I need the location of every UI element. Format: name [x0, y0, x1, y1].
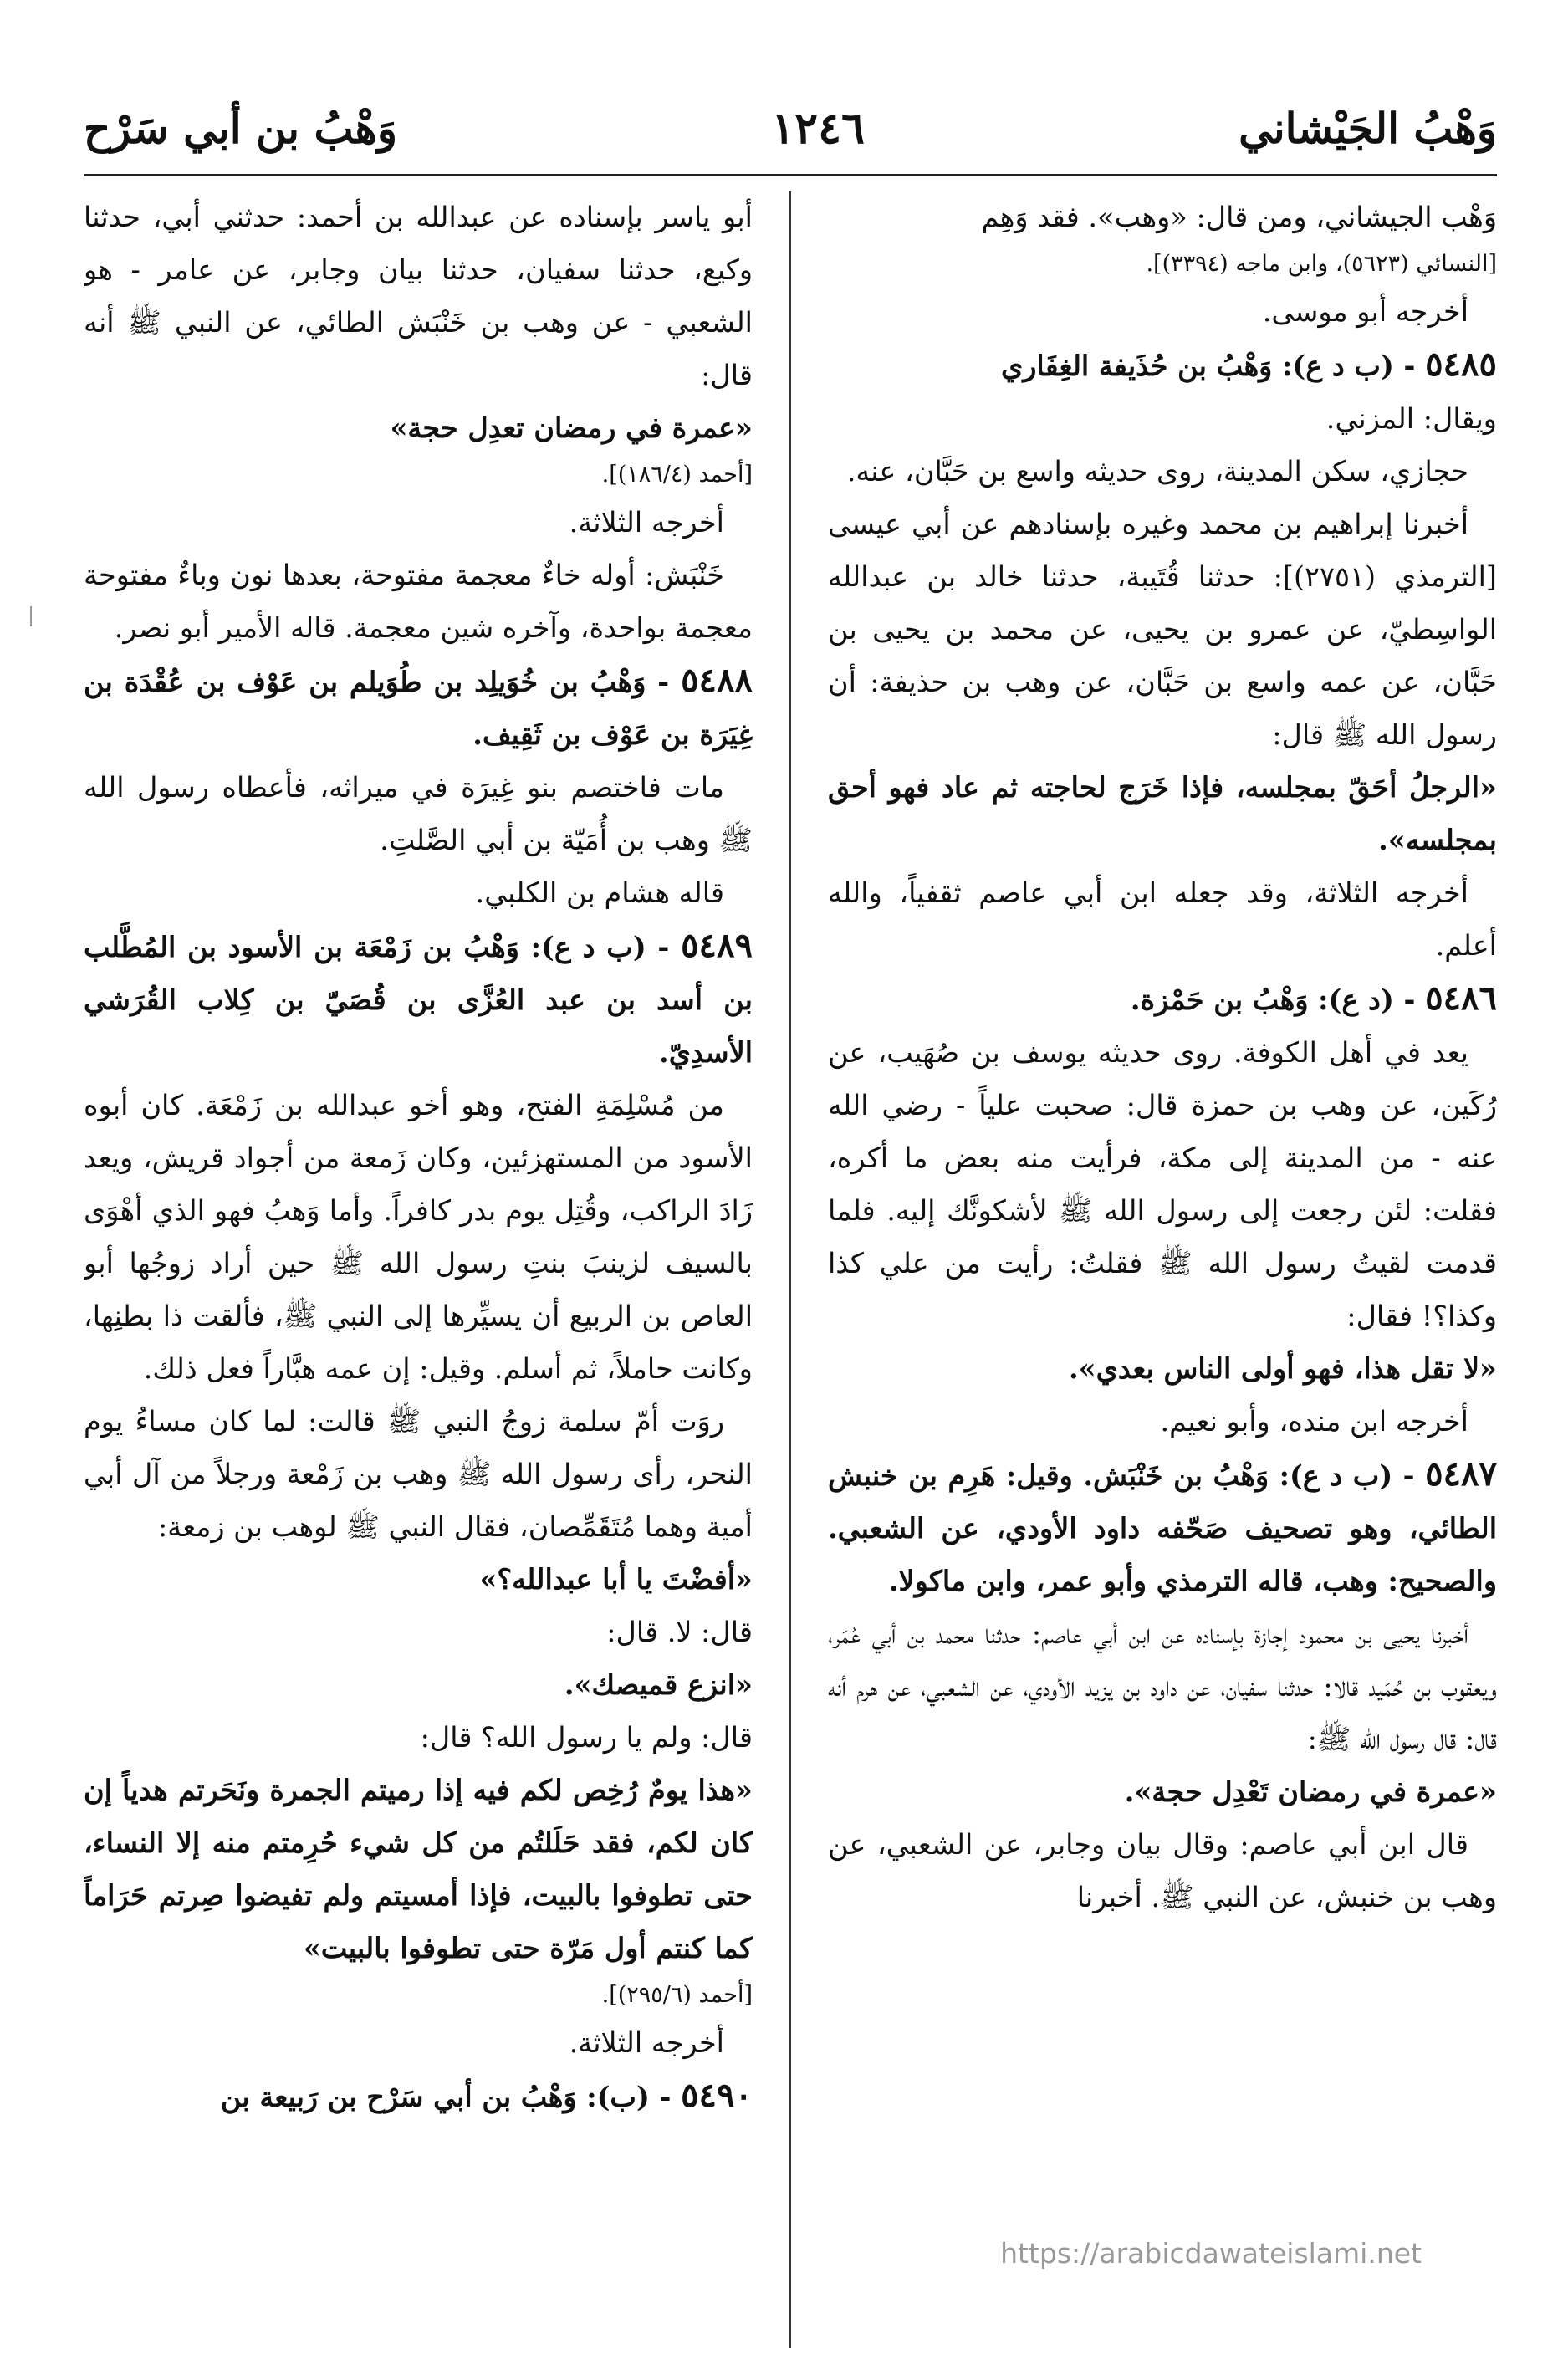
paragraph: خَنْبَش: أوله خاءٌ معجمة مفتوحة، بعدها نون وباءٌ مفتوحة معجمة بواحدة، وآخره شين معجمة. قاله الأمير أبو نصر.: [84, 559, 753, 644]
paragraph: وَهْب الجيشاني، ومن قال: «وهب». فقد وَهِم: [981, 201, 1497, 233]
entry-heading: - (ب د ع): وَهْبُ بن خَنْبَش. وقيل: هَرِم بن خنبش الطائي، وهو تصحيف صَحّفه داود الأودي، عن الشعبي. والصحيح: وهب، قاله الترمذي وأبو عمر، وابن ماكولا.: [828, 1459, 1497, 1597]
entry-number: ٥٤٩٠: [681, 2076, 753, 2115]
source-reference: [النسائي (٥٦٢٣)، وابن ماجه (٣٣٩٤)].: [1146, 251, 1497, 277]
entry-heading: - (ب د ع): وَهْبُ بن حُذَيفة الغِفَاري: [1001, 350, 1416, 382]
entry-heading: - (ب د ع): وَهْبُ بن زَمْعَة بن الأسود بن المُطَّلب بن أسد بن عبد العُزَّى بن قُصَيّ بن كِلاب القُرَشي الأسدِيّ.: [84, 931, 753, 1069]
hadith-quote: «لا تقل هذا، فهو أولى الناس بعدي».: [1068, 1352, 1497, 1385]
running-title-right: وَهْبُ الجَيْشاني: [1239, 103, 1497, 153]
entry-heading: - (ب): وَهْبُ بن أبي سَرْح بن رَبيعة بن: [220, 2081, 672, 2113]
hadith-quote: «عمرة في رمضان تَعْدِل حجة».: [1124, 1775, 1497, 1808]
page-number: ١٢٤٦: [771, 102, 865, 154]
paragraph: يعد في أهل الكوفة. روى حديثه يوسف بن صُهَيب، عن رُكَين، عن وهب بن حمزة قال: صحبت علياً - رضي الله عنه - من المدينة إلى مكة، فرأيت منه بعض ما أكره، فقلت: لئن رجعت إلى رسول الله ﷺ لأشكونَّك إليه. فلما قدمت لقيتُ رسول الله ﷺ فقلتُ: رأيت من علي كذا وكذا؟! فقال:: [828, 1036, 1497, 1332]
biography-entry: [828, 1448, 1497, 1607]
entry-number: ٥٤٨٥: [1425, 345, 1497, 384]
entry-number: ٥٤٨٩: [681, 926, 753, 965]
paragraph: قال: لا. قال:: [606, 1616, 753, 1648]
right-column: [828, 191, 1497, 2365]
entry-heading: - (د ع): وَهْبُ بن حَمْزة.: [1130, 983, 1416, 1016]
header-rule: [84, 174, 1497, 176]
biography-entry: [84, 654, 753, 761]
paragraph: أخرجه أبو موسى.: [1262, 295, 1468, 328]
biography-entry: [84, 919, 753, 1079]
paragraph: مات فاختصم بنو غِيرَة في ميراثه، فأعطاه رسول الله ﷺ وهب بن أُمَيّة بن أبي الصَّلتِ.: [84, 771, 753, 856]
hadith-quote: «هذا يومٌ رُخِص لكم فيه إذا رميتم الجمرة ونَحَرتم هدياً إن كان لكم، فقد حَلَلتُم من كل شيء حُرِمتم منه إلا النساء، حتى تطوفوا بالبيت، فإذا أمسيتم ولم تفيضوا صِرتم حَرَاماً كما كنتم أول مَرّة حتى تطوفوا بالبيت»: [84, 1774, 753, 1964]
biography-entry: [828, 972, 1497, 1026]
paragraph: أخرجه الثلاثة.: [569, 2026, 724, 2059]
running-title-left: وَهْبُ بن أبي سَرْح: [84, 103, 398, 153]
paragraph: قال: ولم يا رسول الله؟ قال:: [420, 1721, 753, 1754]
paragraph: أخرجه ابن منده، وأبو نعيم.: [1160, 1405, 1468, 1438]
entry-number: ٥٤٨٦: [1425, 978, 1497, 1018]
entry-number: ٥٤٨٨: [681, 661, 753, 700]
paragraph: حجازي، سكن المدينة، روى حديثه واسع بن حَبَّان، عنه.: [846, 455, 1468, 488]
paragraph: روَت أمّ سلمة زوجُ النبي ﷺ قالت: لما كان مساءُ يوم النحر، رأى رسول الله ﷺ وهب بن زَمْعة ورجلاً من آل أبي أمية وهما مُتَقَمِّصان، فقال النبي ﷺ لوهب بن زمعة:: [84, 1405, 753, 1543]
column-divider: [789, 191, 791, 2348]
paragraph: أبو ياسر بإسناده عن عبدالله بن أحمد: حدثني أبي، حدثنا وكيع، حدثنا سفيان، حدثنا بيان وجابر، عن عامر - هو الشعبي - عن وهب بن خَنْبَش الطائي، عن النبي ﷺ أنه قال:: [84, 201, 753, 391]
entry-heading: - وَهْبُ بن خُوَيلِد بن طُوَيلم بن عَوْف بن عُقْدَة بن غِيَرَة بن عَوْف بن ثَقِيف.: [84, 666, 753, 751]
left-column: [84, 191, 753, 2365]
hadith-quote: «انزع قميصك».: [564, 1668, 753, 1701]
margin-mark: [30, 606, 32, 626]
paragraph: قال ابن أبي عاصم: وقال بيان وجابر، عن الشعبي، عن وهب بن خنبش، عن النبي ﷺ. أخبرنا: [828, 1828, 1497, 1913]
page-header: [84, 90, 1497, 166]
entry-number: ٥٤٨٧: [1425, 1454, 1497, 1494]
paragraph: أخرجه الثلاثة، وقد جعله ابن أبي عاصم ثقفياً، والله أعلم.: [828, 876, 1497, 962]
book-page: [84, 67, 1497, 2241]
hadith-quote: «الرجلُ أحَقّ بمجلسه، فإذا خَرَج لحاجته ثم عاد فهو أحق بمجلسه».: [828, 771, 1497, 856]
paragraph: أخرجه الثلاثة.: [569, 506, 724, 539]
hadith-quote: «عمرة في رمضان تعدِل حجة»: [390, 411, 753, 444]
source-reference: [أحمد (١٨٦/٤)].: [601, 462, 753, 488]
paragraph: ويقال: المزني.: [1325, 402, 1497, 435]
source-reference: [أحمد (٢٩٥/٦)].: [601, 1982, 753, 2008]
biography-entry: [828, 338, 1497, 392]
paragraph: من مُسْلِمَةِ الفتح، وهو أخو عبدالله بن زَمْعَة. كان أبوه الأسود من المستهزئين، وكان زَمعة من أجواد قريش، ويعد زَادَ الراكب، وقُتِل يوم بدر كافراً. وأما وَهبُ فهو الذي أهْوَى بالسيف لزينبَ بنتِ رسول الله ﷺ حين أراد زوجُها أبو العاص بن الربيع أن يسيِّرها إلى النبي ﷺ، فألقت ذا بطنِها، وكانت حاملاً، ثم أسلم. وقيل: إن عمه هبَّاراً فعل ذلك.: [84, 1089, 753, 1385]
watermark: https://arabicdawateislami.net: [1000, 2237, 1422, 2270]
hadith-quote: «أفضْتَ يا أبا عبدالله؟»: [479, 1563, 753, 1596]
biography-entry: [84, 2069, 753, 2123]
paragraph: أخبرنا يحيى بن محمود إجازة بإسناده عن ابن أبي عاصم: حدثنا محمد بن أبي عُمَر، ويعقوب بن حُمَيد قالا: حدثنا سفيان، عن داود بن يزيد الأودي، عن الشعبي، عن هرم أنه قال: قال رسول الله ﷺ:: [828, 1617, 1497, 1755]
paragraph: قاله هشام بن الكلبي.: [475, 876, 724, 909]
paragraph: أخبرنا إبراهيم بن محمد وغيره بإسنادهم عن أبي عيسى [الترمذي (٢٧٥١)]: حدثنا قُتَيبة، حدثنا خالد بن عبدالله الواسِطيّ، عن عمرو بن يحيى، عن محمد بن يحيى بن حَبَّان، عن عمه واسع بن حَبَّان، عن وهب بن حذيفة: أن رسول الله ﷺ قال:: [828, 508, 1497, 751]
